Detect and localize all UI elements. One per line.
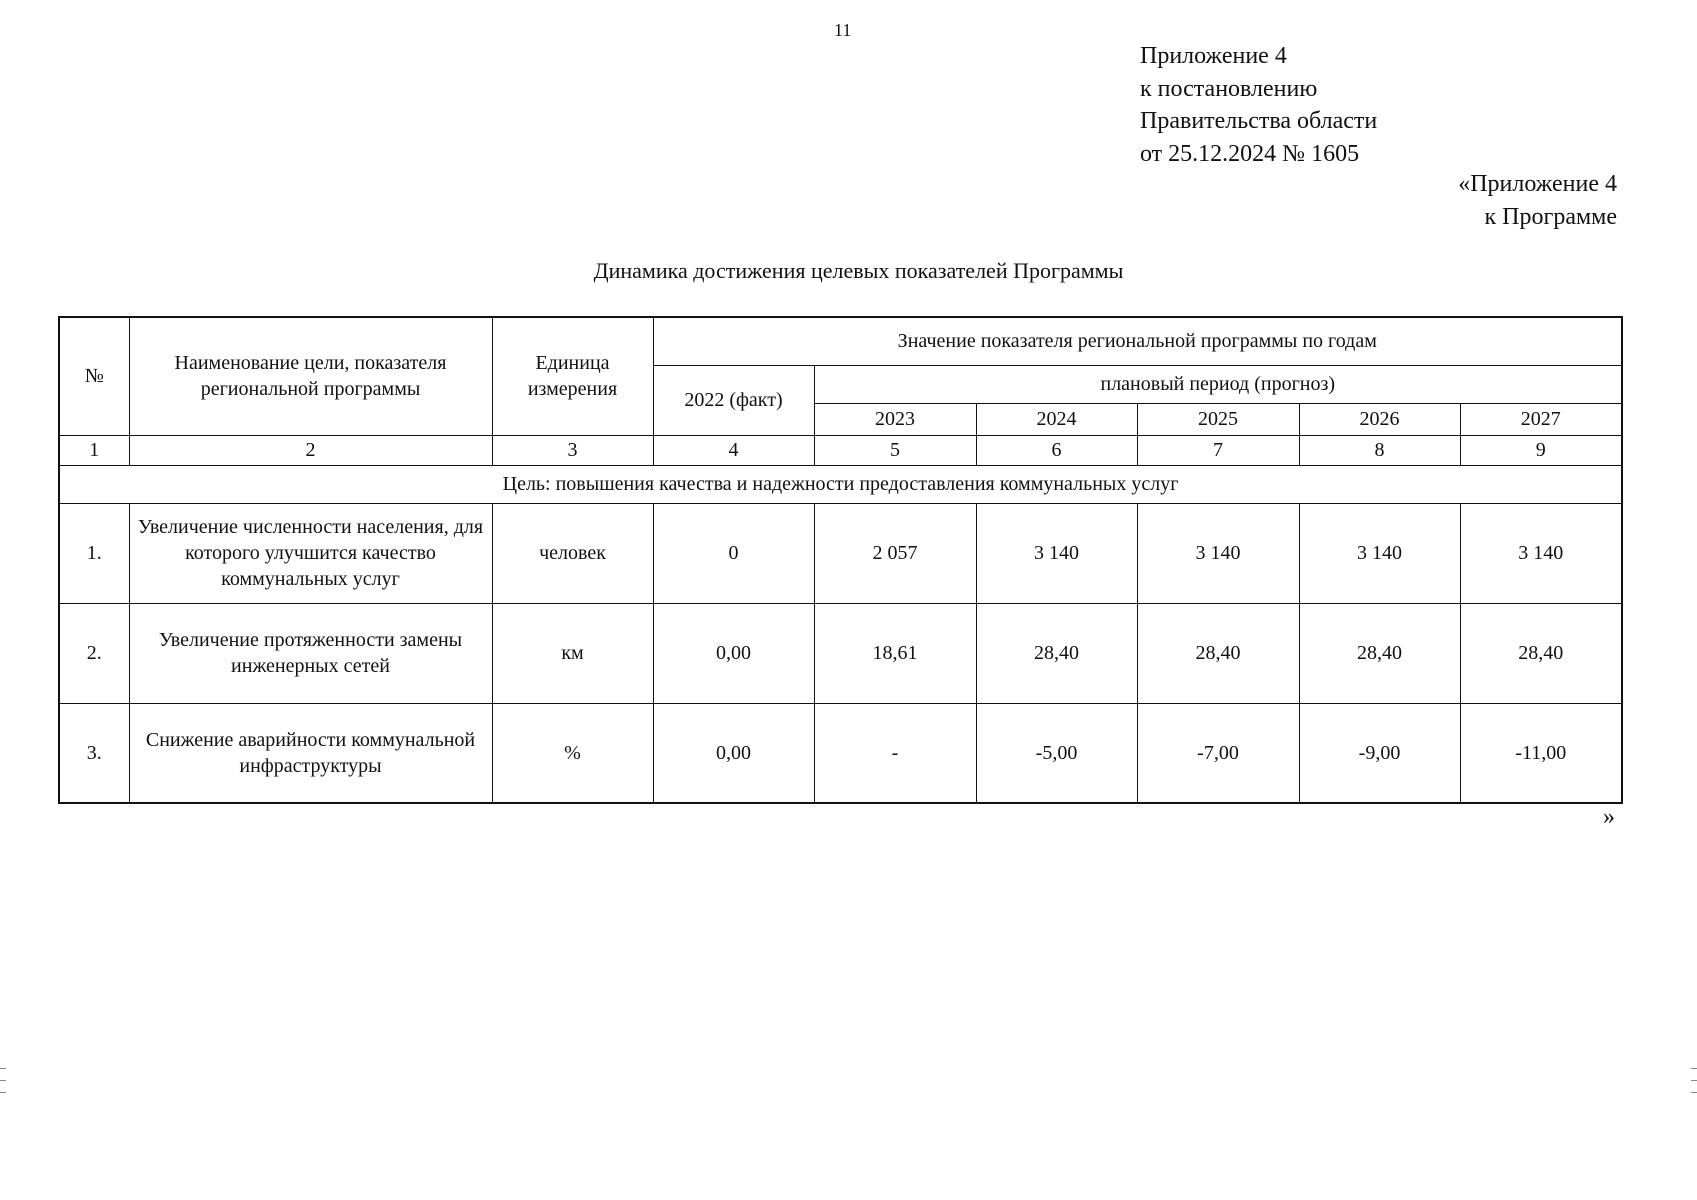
indicator-name: Увеличение численности населения, для которого улучшится качество коммунальных услуг (129, 503, 492, 603)
header-plan-year: 2024 (976, 403, 1137, 435)
column-number: 1 (59, 435, 129, 465)
indicator-value: -11,00 (1460, 703, 1622, 803)
column-number-row (59, 435, 1622, 465)
scan-margin-mark (0, 1068, 6, 1069)
appendix-line: Правительства области (1140, 108, 1378, 134)
indicator-value: 28,40 (1460, 603, 1622, 703)
column-number: 6 (976, 435, 1137, 465)
header-fact-year: 2022 (факт) (653, 365, 814, 435)
column-number: 7 (1137, 435, 1299, 465)
goal-text: Цель: повышения качества и надежности предоставления коммунальных услуг (59, 465, 1622, 503)
indicator-value: 3 140 (976, 503, 1137, 603)
column-number: 5 (814, 435, 976, 465)
indicator-value: -9,00 (1299, 703, 1460, 803)
table-row (59, 703, 1622, 803)
header-plan-year: 2026 (1299, 403, 1460, 435)
indicator-value: -7,00 (1137, 703, 1299, 803)
scan-margin-mark (1691, 1068, 1697, 1069)
column-number: 8 (1299, 435, 1460, 465)
column-number: 9 (1460, 435, 1622, 465)
indicator-value: - (814, 703, 976, 803)
appendix-line: Приложение 4 (1140, 43, 1287, 69)
indicator-value: 28,40 (1137, 603, 1299, 703)
scan-margin-mark (0, 1092, 6, 1093)
indicator-value: 3 140 (1137, 503, 1299, 603)
indicator-value: 3 140 (1299, 503, 1460, 603)
closing-quote: » (1603, 804, 1615, 830)
table-row (59, 603, 1622, 703)
indicator-value: 0,00 (653, 703, 814, 803)
indicator-value: -5,00 (976, 703, 1137, 803)
program-ref-line: к Программе (1484, 203, 1617, 230)
indicator-unit: человек (492, 503, 653, 603)
indicators-table (58, 316, 1623, 804)
header-plan-year: 2023 (814, 403, 976, 435)
column-number: 3 (492, 435, 653, 465)
column-number: 2 (129, 435, 492, 465)
indicator-value: 28,40 (1299, 603, 1460, 703)
scan-margin-mark (1691, 1092, 1697, 1093)
indicator-unit: % (492, 703, 653, 803)
program-reference (1458, 168, 1617, 233)
program-ref-line: «Приложение 4 (1458, 171, 1617, 197)
appendix-block (1140, 40, 1377, 170)
indicator-value: 2 057 (814, 503, 976, 603)
table-header-row (59, 317, 1622, 365)
row-number: 2. (59, 603, 129, 703)
goal-row (59, 465, 1622, 503)
appendix-line: к постановлению (1140, 75, 1318, 102)
header-num: № (59, 317, 129, 435)
indicator-value: 28,40 (976, 603, 1137, 703)
indicator-name: Снижение аварийности коммунальной инфраструктуры (129, 703, 492, 803)
header-plan-year: 2025 (1137, 403, 1299, 435)
page-number: 11 (834, 20, 852, 40)
row-number: 3. (59, 703, 129, 803)
indicator-value: 0,00 (653, 603, 814, 703)
indicator-name: Увеличение протяженности замены инженерных сетей (129, 603, 492, 703)
scan-margin-mark (0, 1080, 6, 1081)
header-unit: Единица измерения (492, 317, 653, 435)
indicator-value: 18,61 (814, 603, 976, 703)
row-number: 1. (59, 503, 129, 603)
column-number: 4 (653, 435, 814, 465)
header-name: Наименование цели, показателя региональной программы (129, 317, 492, 435)
scan-margin-mark (1691, 1080, 1697, 1081)
table-row (59, 503, 1622, 603)
indicator-value: 3 140 (1460, 503, 1622, 603)
indicator-unit: км (492, 603, 653, 703)
document-title: Динамика достижения целевых показателей Программы (593, 258, 1124, 283)
header-plan-period: плановый период (прогноз) (814, 365, 1622, 403)
appendix-line: от 25.12.2024 № 1605 (1140, 140, 1360, 167)
header-values-group: Значение показателя региональной программы по годам (653, 317, 1622, 365)
header-plan-year: 2027 (1460, 403, 1622, 435)
indicator-value: 0 (653, 503, 814, 603)
